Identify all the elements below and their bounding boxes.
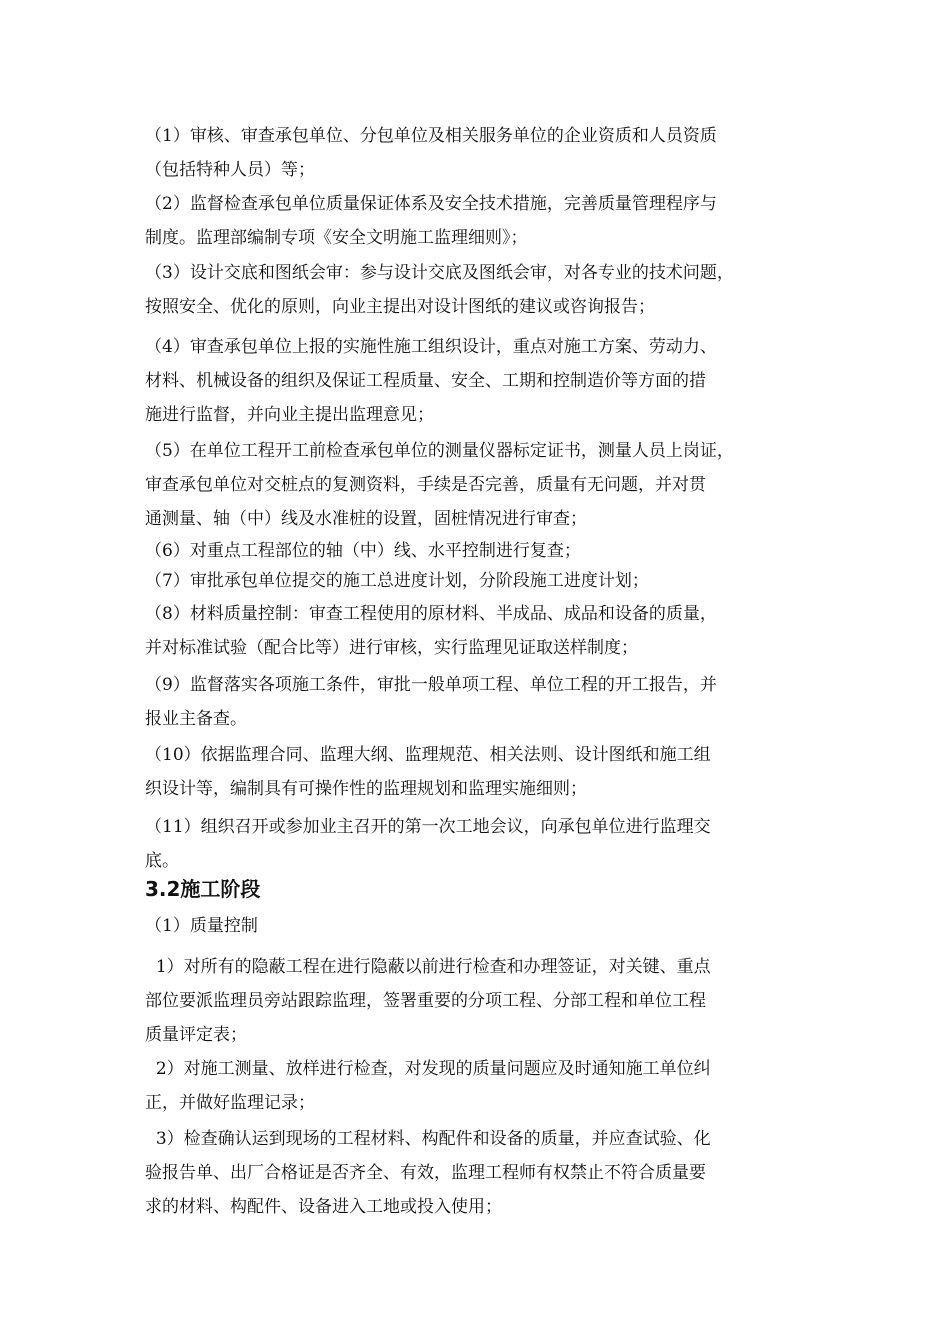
item-2: （2）监督检查承包单位质量保证体系及安全技术措施，完善质量管理程序与 制度。监理部编制专项《安全文明施工监理细则》；	[145, 194, 717, 248]
item-5: （5）在单位工程开工前检查承包单位的测量仪器标定证书，测量人员上岗证， 审查承包单位对交桩点的复测资料，手续是否完善，质量有无问题，并对贯 通测量、轴（中）线及水准桩的设置，固桩情况进行审查；	[145, 441, 734, 529]
item-4: （4）审查承包单位上报的实施性施工组织设计，重点对施工方案、劳动力、 材料、机械设备的组织及保证工程质量、安全、工期和控制造价等方面的措 施进行监督，并向业主提出监理意见；	[145, 337, 717, 425]
item-11: （11）组织召开或参加业主召开的第一次工地会议，向承包单位进行监理交 底。	[145, 817, 711, 871]
section-heading: 3.2施工阶段	[145, 877, 261, 901]
quality-item-1: 1）对所有的隐蔽工程在进行隐蔽以前进行检查和办理签证，对关键、重点 部位要派监理员旁站跟踪监理，签署重要的分项工程、分部工程和单位工程 质量评定表；	[145, 957, 711, 1045]
quality-item-3: 3）检查确认运到现场的工程材料、构配件和设备的质量，并应查试验、化 验报告单、出厂合格证是否齐全、有效，监理工程师有权禁止不符合质量要 求的材料、构配件、设备进入工地或投入使用；	[145, 1129, 711, 1217]
quality-item-2: 2）对施工测量、放样进行检查，对发现的质量问题应及时通知施工单位纠 正，并做好监理记录；	[145, 1059, 711, 1113]
item-6: （6）对重点工程部位的轴（中）线、水平控制进行复查；	[145, 541, 581, 561]
item-3: （3）设计交底和图纸会审：参与设计交底及图纸会审，对各专业的技术问题， 按照安全、优化的原则，向业主提出对设计图纸的建议或咨询报告；	[145, 263, 734, 317]
subheading-quality-control: （1）质量控制	[145, 916, 258, 936]
item-7: （7）审批承包单位提交的施工总进度计划，分阶段施工进度计划；	[145, 571, 649, 591]
item-9: （9）监督落实各项施工条件，审批一般单项工程、单位工程的开工报告，并 报业主备查。	[145, 675, 717, 729]
item-10: （10）依据监理合同、监理大纲、监理规范、相关法则、设计图纸和施工组 织设计等，编制具有可操作性的监理规划和监理实施细则；	[145, 745, 711, 799]
item-1: （1）审核、审查承包单位、分包单位及相关服务单位的企业资质和人员资质 （包括特种人员）等；	[145, 126, 717, 180]
item-8: （8）材料质量控制：审查工程使用的原材料、半成品、成品和设备的质量， 并对标准试验（配合比等）进行审核，实行监理见证取送样制度；	[145, 604, 717, 658]
